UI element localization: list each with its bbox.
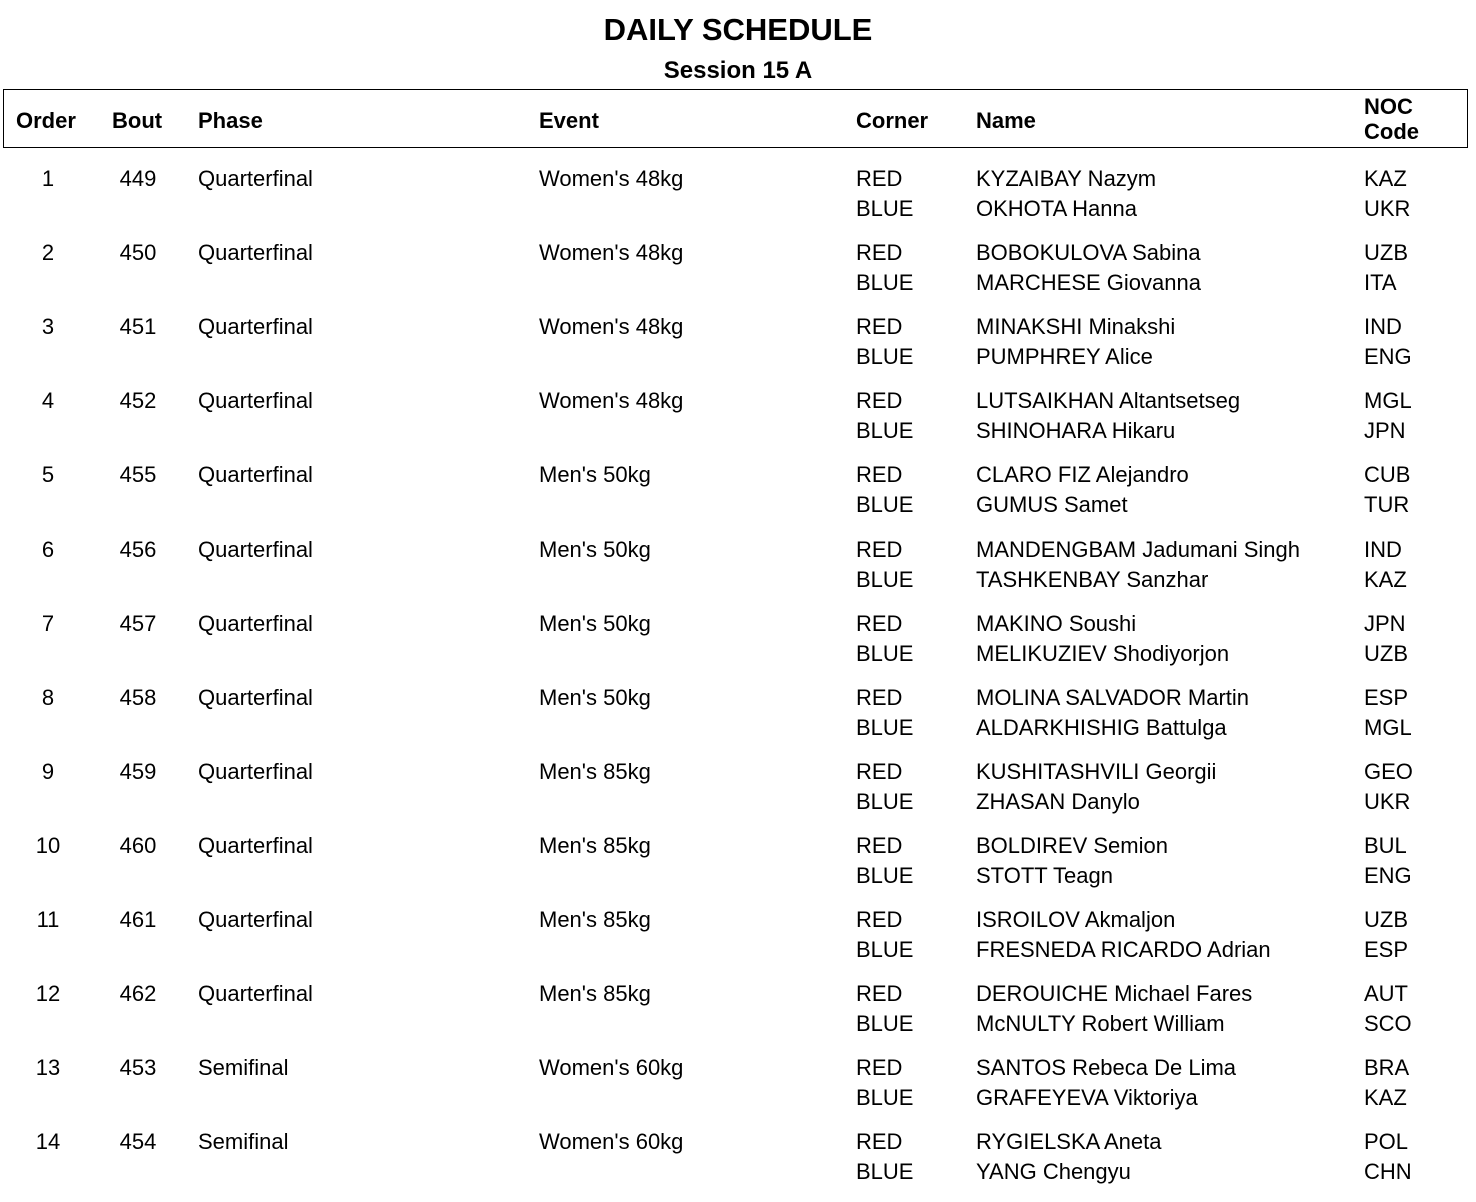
table-row — [0, 535, 1476, 609]
table-row — [0, 1053, 1476, 1127]
event-cell: Men's 50kg — [539, 684, 651, 710]
phase-cell: Quarterfinal — [198, 610, 313, 636]
blue-noc-cell: CHN — [1364, 1159, 1412, 1185]
red-corner-cell: RED — [856, 758, 903, 784]
blue-noc-cell: SCO — [1364, 1011, 1412, 1037]
blue-noc-cell: UKR — [1364, 196, 1411, 221]
header-phase: Phase — [198, 108, 263, 133]
blue-corner-cell: BLUE — [856, 1159, 914, 1185]
bout-cell: 457 — [119, 610, 157, 636]
red-noc-cell: POL — [1364, 1129, 1409, 1155]
bout-cell: 454 — [119, 1129, 157, 1155]
phase-cell: Semifinal — [198, 1129, 289, 1155]
event-cell: Women's 60kg — [539, 1055, 684, 1081]
red-noc-cell: CUB — [1364, 462, 1411, 488]
bout-cell: 452 — [119, 388, 157, 414]
order-cell: 1 — [41, 166, 55, 191]
blue-name-cell: MARCHESE Giovanna — [976, 270, 1201, 296]
blue-name-cell: ALDARKHISHIG Battulga — [976, 714, 1227, 740]
bout-cell: 449 — [119, 166, 157, 191]
phase-cell: Quarterfinal — [198, 240, 313, 266]
blue-noc-cell: ENG — [1364, 862, 1412, 888]
blue-corner-cell: BLUE — [856, 1085, 914, 1111]
red-noc-cell: ESP — [1364, 684, 1409, 710]
blue-corner-cell: BLUE — [856, 270, 914, 296]
order-cell: 4 — [41, 388, 55, 414]
bout-cell: 455 — [119, 462, 157, 488]
blue-corner-cell: BLUE — [856, 862, 914, 888]
header-noc-line2: Code — [1364, 119, 1419, 144]
blue-name-cell: FRESNEDA RICARDO Adrian — [976, 937, 1271, 962]
red-noc-cell: UZB — [1364, 907, 1408, 932]
event-cell: Men's 85kg — [539, 907, 651, 932]
table-row — [0, 831, 1476, 905]
red-noc-cell: AUT — [1364, 981, 1408, 1007]
blue-name-cell: PUMPHREY Alice — [976, 344, 1153, 370]
red-name-cell: MINAKSHI Minakshi — [976, 314, 1176, 340]
red-corner-cell: RED — [856, 462, 903, 488]
phase-cell: Quarterfinal — [198, 536, 313, 562]
red-noc-cell: IND — [1364, 536, 1402, 562]
bout-cell: 460 — [119, 832, 157, 858]
red-name-cell: MOLINA SALVADOR Martin — [976, 684, 1250, 710]
order-cell: 6 — [41, 536, 55, 562]
red-corner-cell: RED — [856, 684, 903, 710]
event-cell: Women's 60kg — [539, 1129, 684, 1155]
phase-cell: Quarterfinal — [198, 981, 313, 1007]
event-cell: Women's 48kg — [539, 166, 684, 191]
blue-name-cell: GRAFEYEVA Viktoriya — [976, 1085, 1198, 1111]
blue-corner-cell: BLUE — [856, 344, 914, 370]
red-noc-cell: MGL — [1364, 388, 1412, 414]
order-cell: 5 — [41, 462, 55, 488]
table-row — [0, 905, 1476, 979]
red-name-cell: RYGIELSKA Aneta — [976, 1129, 1162, 1155]
table-header — [3, 89, 1468, 148]
phase-cell: Semifinal — [198, 1055, 289, 1081]
bout-cell: 458 — [119, 684, 157, 710]
table-row — [0, 386, 1476, 460]
blue-noc-cell: TUR — [1364, 492, 1410, 518]
blue-corner-cell: BLUE — [856, 418, 914, 444]
phase-cell: Quarterfinal — [198, 832, 313, 858]
bout-cell: 450 — [119, 240, 157, 266]
table-row — [0, 460, 1476, 534]
phase-cell: Quarterfinal — [198, 166, 313, 191]
session-subtitle: Session 15 A — [663, 57, 813, 84]
phase-cell: Quarterfinal — [198, 758, 313, 784]
order-cell: 14 — [35, 1129, 61, 1155]
event-cell: Men's 85kg — [539, 758, 651, 784]
table-row — [0, 683, 1476, 757]
order-cell: 10 — [35, 832, 61, 858]
table-row — [0, 609, 1476, 683]
blue-name-cell: STOTT Teagn — [976, 862, 1113, 888]
red-name-cell: KUSHITASHVILI Georgii — [976, 758, 1217, 784]
table-row — [0, 979, 1476, 1053]
blue-noc-cell: ESP — [1364, 937, 1409, 962]
blue-name-cell: OKHOTA Hanna — [976, 196, 1137, 221]
order-cell: 7 — [41, 610, 55, 636]
red-corner-cell: RED — [856, 1055, 903, 1081]
red-noc-cell: BUL — [1364, 832, 1407, 858]
red-noc-cell: BRA — [1364, 1055, 1410, 1081]
red-noc-cell: GEO — [1364, 758, 1413, 784]
header-name: Name — [976, 108, 1036, 133]
header-event: Event — [539, 108, 599, 133]
blue-name-cell: TASHKENBAY Sanzhar — [976, 566, 1209, 592]
phase-cell: Quarterfinal — [198, 462, 313, 488]
header-corner: Corner — [856, 108, 929, 133]
blue-name-cell: MELIKUZIEV Shodiyorjon — [976, 640, 1230, 666]
blue-corner-cell: BLUE — [856, 492, 914, 518]
blue-name-cell: GUMUS Samet — [976, 492, 1128, 518]
order-cell: 8 — [41, 684, 55, 710]
red-noc-cell: JPN — [1364, 610, 1406, 636]
red-name-cell: MAKINO Soushi — [976, 610, 1137, 636]
header-bout: Bout — [112, 108, 163, 133]
red-name-cell: ISROILOV Akmaljon — [976, 907, 1176, 932]
phase-cell: Quarterfinal — [198, 684, 313, 710]
bout-cell: 461 — [119, 907, 157, 932]
order-cell: 3 — [41, 314, 55, 340]
blue-noc-cell: KAZ — [1364, 1085, 1407, 1111]
red-noc-cell: KAZ — [1364, 166, 1407, 191]
red-corner-cell: RED — [856, 610, 903, 636]
blue-noc-cell: JPN — [1364, 418, 1406, 444]
table-row — [0, 164, 1476, 238]
phase-cell: Quarterfinal — [198, 314, 313, 340]
red-name-cell: BOLDIREV Semion — [976, 832, 1168, 858]
event-cell: Men's 50kg — [539, 462, 651, 488]
blue-corner-cell: BLUE — [856, 714, 914, 740]
header-noc-line1: NOC — [1364, 94, 1413, 119]
page-title: DAILY SCHEDULE — [603, 12, 873, 47]
red-corner-cell: RED — [856, 240, 903, 266]
header-noc-code — [1364, 94, 1419, 144]
blue-corner-cell: BLUE — [856, 196, 914, 221]
red-corner-cell: RED — [856, 388, 903, 414]
event-cell: Men's 50kg — [539, 536, 651, 562]
event-cell: Men's 85kg — [539, 832, 651, 858]
event-cell: Women's 48kg — [539, 388, 684, 414]
phase-cell: Quarterfinal — [198, 907, 313, 932]
blue-noc-cell: ENG — [1364, 344, 1412, 370]
order-cell: 2 — [41, 240, 55, 266]
blue-name-cell: YANG Chengyu — [976, 1159, 1131, 1185]
red-corner-cell: RED — [856, 907, 903, 932]
blue-corner-cell: BLUE — [856, 937, 914, 962]
header-order: Order — [16, 108, 76, 133]
red-name-cell: MANDENGBAM Jadumani Singh — [976, 536, 1301, 562]
event-cell: Men's 85kg — [539, 981, 651, 1007]
red-name-cell: SANTOS Rebeca De Lima — [976, 1055, 1237, 1081]
red-name-cell: LUTSAIKHAN Altantsetseg — [976, 388, 1241, 414]
event-cell: Women's 48kg — [539, 314, 684, 340]
blue-corner-cell: BLUE — [856, 788, 914, 814]
table-row — [0, 757, 1476, 831]
table-row — [0, 1127, 1476, 1201]
table-row — [0, 312, 1476, 386]
order-cell: 9 — [41, 758, 55, 784]
red-noc-cell: IND — [1364, 314, 1402, 340]
blue-noc-cell: KAZ — [1364, 566, 1407, 592]
red-corner-cell: RED — [856, 981, 903, 1007]
red-corner-cell: RED — [856, 166, 903, 191]
bout-cell: 456 — [119, 536, 157, 562]
table-row — [0, 238, 1476, 312]
order-cell: 12 — [35, 981, 61, 1007]
blue-name-cell: McNULTY Robert William — [976, 1011, 1225, 1037]
bout-cell: 453 — [119, 1055, 157, 1081]
order-cell: 13 — [35, 1055, 61, 1081]
red-name-cell: KYZAIBAY Nazym — [976, 166, 1157, 191]
blue-noc-cell: UZB — [1364, 640, 1408, 666]
red-name-cell: BOBOKULOVA Sabina — [976, 240, 1201, 266]
phase-cell: Quarterfinal — [198, 388, 313, 414]
red-name-cell: CLARO FIZ Alejandro — [976, 462, 1189, 488]
red-corner-cell: RED — [856, 1129, 903, 1155]
bout-cell: 459 — [119, 758, 157, 784]
bout-cell: 451 — [119, 314, 157, 340]
event-cell: Men's 50kg — [539, 610, 651, 636]
order-cell: 11 — [36, 907, 60, 932]
blue-corner-cell: BLUE — [856, 640, 914, 666]
blue-name-cell: SHINOHARA Hikaru — [976, 418, 1176, 444]
blue-name-cell: ZHASAN Danylo — [976, 788, 1140, 814]
red-corner-cell: RED — [856, 832, 903, 858]
red-name-cell: DEROUICHE Michael Fares — [976, 981, 1253, 1007]
blue-corner-cell: BLUE — [856, 566, 914, 592]
red-corner-cell: RED — [856, 314, 903, 340]
event-cell: Women's 48kg — [539, 240, 684, 266]
red-corner-cell: RED — [856, 536, 903, 562]
bout-cell: 462 — [119, 981, 157, 1007]
blue-noc-cell: UKR — [1364, 788, 1411, 814]
blue-noc-cell: MGL — [1364, 714, 1412, 740]
blue-corner-cell: BLUE — [856, 1011, 914, 1037]
red-noc-cell: UZB — [1364, 240, 1408, 266]
blue-noc-cell: ITA — [1364, 270, 1397, 296]
